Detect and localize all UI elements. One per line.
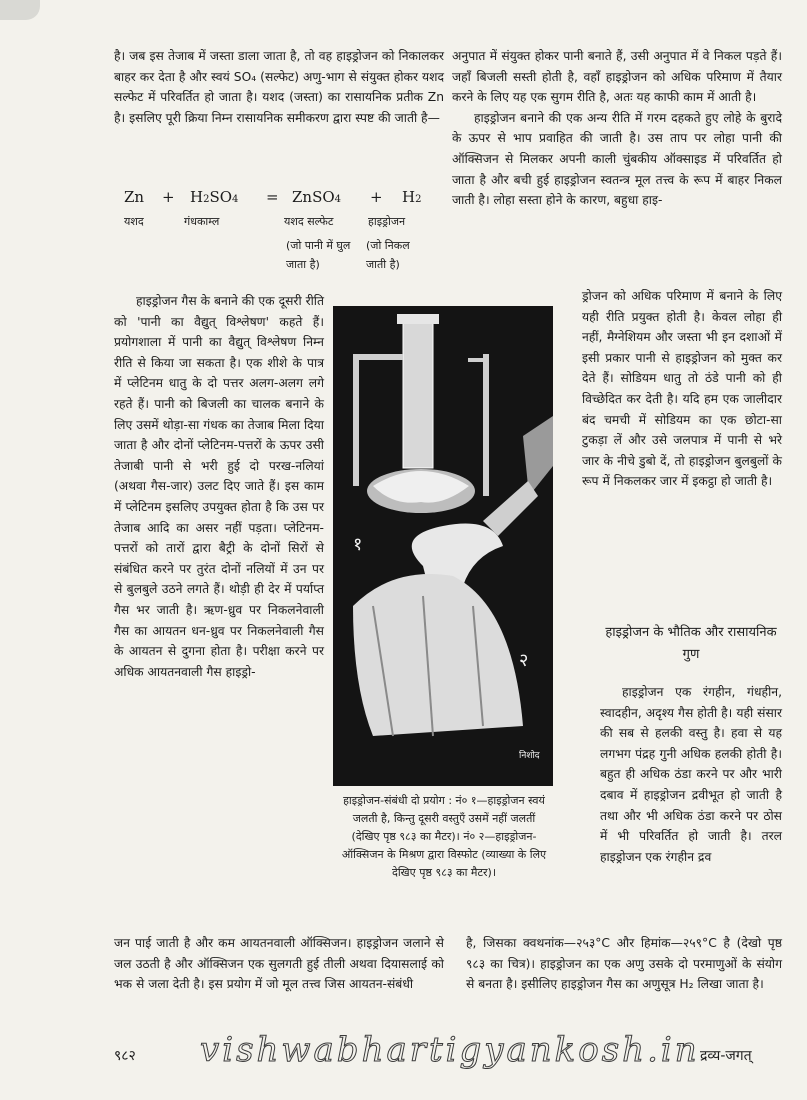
eq-note-escapes: (जो निकल जाती है) [366, 239, 410, 271]
paragraph-metals: ड्रोजन को अधिक परिमाण में बनाने के लिए यही रीति प्रयुक्त होती है। केवल लोहा ही नहीं, मैग्नेशियम और जस्ता भी इन दशाओं में इसी प्रकार पानी से हाइड्रोजन को मुक्त कर देते हैं। सोडियम धातु तो ठंडे पानी को ही विच्छेदित कर देती है। यदि हम एक जालीदार बंद चमची में सोडियम का एक छोटा-सा टुकड़ा लें और उसे जलपात्र में पानी से भरे जार के नीचे डुबो दें, तो हाइड्रोजन बुलबुलों के रूप में निकलकर जार में इकट्ठा हो जाती है। [582, 289, 782, 489]
eq-name-hydrogen: हाइड्रोजन [368, 215, 406, 228]
paragraph-bottom-right: है, जिसका क्वथनांक—२५३°C और हिमांक—२५९°C है (देखो पृष्ठ ९८३ का चित्र)। हाइड्रोजन का एक अणु उसके दो परमाणुओं के संयोग से बनता है। इसीलिए हाइड्रोजन गैस का अणुसूत्र H₂ लिखा जाता है। [466, 936, 782, 992]
eq-znso4 [292, 188, 341, 206]
figure-label-2: २ [519, 650, 529, 671]
eq-so: SO [209, 188, 233, 206]
paragraph-bottom-left: जन पाई जाती है और कम आयतनवाली ऑक्सिजन। हाइड्रोजन जलाने से जल उठती है और ऑक्सिजन एक सुलगती हुई तीली अथवा दियासलाई को भक से जला देती है। इस प्रयोग में जो मूल तत्त्व जिस आयतन-संबंधी [114, 936, 444, 992]
section-heading: हाइड्रोजन के भौतिक और रासायनिक गुण [605, 625, 777, 662]
artist-signature: निशोद [519, 751, 540, 761]
eq-h2so4 [190, 188, 238, 206]
left-column-middle [114, 291, 324, 682]
right-column-top [452, 46, 782, 211]
eq-plus-2: + [370, 188, 383, 206]
page-corner [0, 0, 40, 20]
bottom-left-text [114, 933, 444, 995]
eq-znso: ZnSO [292, 188, 335, 206]
paragraph-intro: है। जब इस तेजाब में जस्ता डाला जाता है, तो वह हाइड्रोजन को निकालकर बाहर कर देता है और स्वयं SO₄ (सल्फेट) अणु-भाग से संयुक्त होकर यशद सल्फेट में परिवर्तित हो जाता है। यशद (जस्ता) का रासायनिक प्रतीक Zn है। इसलिए पूरी क्रिया निम्न रासायनिक समीकरण द्वारा स्पष्ट की जाती है— [114, 49, 444, 125]
chemical-equation [114, 188, 444, 284]
eq-plus-1: + [162, 188, 175, 206]
eq-h: H [190, 188, 204, 206]
left-column-top [114, 46, 444, 128]
paragraph-iron-method: हाइड्रोजन बनाने की एक अन्य रीति में गरम दहकते हुए लोहे के बुरादे के ऊपर से भाप प्रवाहित की जाती है। उस ताप पर लोहा पानी की ऑक्सिजन से मिलकर अपनी काली चुंबकीय ऑक्साइड में परिवर्तित हो जाता है और बची हुई हाइड्रोजन स्वतन्त्र मूल तत्त्व के रूप में बाहर निकल जाती है। लोहा सस्ता होने के कारण, बहुधा हाइ- [452, 110, 782, 208]
eq-h2-sub: 2 [415, 194, 422, 205]
figure-label-1: १ [353, 534, 363, 555]
bottom-right-text [466, 933, 782, 995]
figure-caption: हाइड्रोजन-संबंधी दो प्रयोग : नं० १—हाइड्रोजन स्वयं जलती है, किन्तु दूसरी वस्तुएँ उसमें नहीं जलतीं (देखिए पृष्ठ ९८३ का मैटर)। नं० २—हाइड्रोजन-ऑक्सिजन के मिश्रण द्वारा विस्फोट (व्याख्या के लिए देखिए पृष्ठ ९८३ का मैटर)। [341, 794, 547, 879]
eq-name-acid: गंधकाम्ल [184, 215, 220, 228]
page-number: ९८२ [114, 1048, 136, 1064]
eq-znso-sub: 4 [334, 194, 342, 205]
right-column-lower [600, 682, 782, 867]
experiment-illustration [333, 306, 553, 786]
experiment-photo [333, 306, 553, 786]
eq-note-dissolves: (जो पानी में घुल जाता है) [286, 239, 351, 271]
eq-so-sub: 4 [232, 194, 239, 205]
eq-zn: Zn [124, 188, 145, 206]
eq-h-sub: 2 [203, 194, 210, 205]
right-column-middle [582, 286, 782, 492]
paragraph-properties: हाइड्रोजन एक रंगहीन, गंधहीन, स्वादहीन, अदृश्य गैस होती है। यही संसार की सब से हलकी वस्तु है। हवा से यह लगभग पंद्रह गुनी अधिक हलकी होती है। बहुत ही अधिक ठंडा करने पर और भारी दबाव में हाइड्रोजन द्रवीभूत हो जाती है तथा और भी अधिक ठंडा करने पर ठोस में भी परिवर्तित हो जाती है। तरल हाइड्रोजन एक रंगहीन द्रव [600, 685, 782, 864]
eq-name-sulphate: यशद सल्फेट [284, 215, 334, 228]
eq-h2 [402, 188, 421, 206]
watermark: vishwabhartigyankosh.in [200, 1030, 700, 1070]
eq-name-zinc: यशद [124, 215, 144, 228]
running-title: द्रव्य-जगत् [700, 1048, 752, 1064]
eq-h2-h: H [402, 188, 416, 206]
eq-equals: = [266, 188, 279, 206]
paragraph-electrolysis: हाइड्रोजन गैस के बनाने की एक दूसरी रीति को 'पानी का वैद्युत् विश्लेषण' कहते हैं। प्रयोगशाला में पानी का वैद्युत् विश्लेषण निम्न रीति से किया जा सकता है। एक शीशे के पात्र में प्लेटिनम धातु के दो पत्तर अलग-अलग लगे रहते हैं। पानी को बिजली का चालक बनाने के लिए उसमें थोड़ा-सा गंधक का तेजाब मिला दिया जाता है और दोनों प्लेटिनम-पत्तरों के ऊपर उसी तेजाबी पानी से भरी हुई दो परख-नलियां (अथवा गैस-जार) उलट दिए जाते हैं। इस काम में प्लेटिनम इसलिए उपयुक्त होता है कि उस पर तेजाब आदि का असर नहीं पड़ता। प्लेटिनम-पत्तरों को तारों द्वारा बैट्री के दोनों सिरों से संबंधित करने पर तुरंत दोनों नलियों में उन पर से बुलबुले उठने लगते हैं। थोड़ी ही देर में पर्याप्त गैस भर जाती है। ऋण-ध्रुव पर निकलनेवाली गैस का आयतन धन-ध्रुव पर निकलनेवाली गैस के आयतन से दुगना होता है। परीक्षा करने पर अधिक आयतनवाली गैस हाइड्रो- [114, 294, 324, 679]
paragraph-electric-method: अनुपात में संयुक्त होकर पानी बनाते हैं, उसी अनुपात में वे निकल पड़ते हैं। जहाँ बिजली सस्ती होती है, वहाँ हाइड्रोजन को अधिक परिमाण में तैयार करने के लिए यह एक सुगम रीति है, अतः यह काफी काम में आती है। [452, 49, 782, 105]
